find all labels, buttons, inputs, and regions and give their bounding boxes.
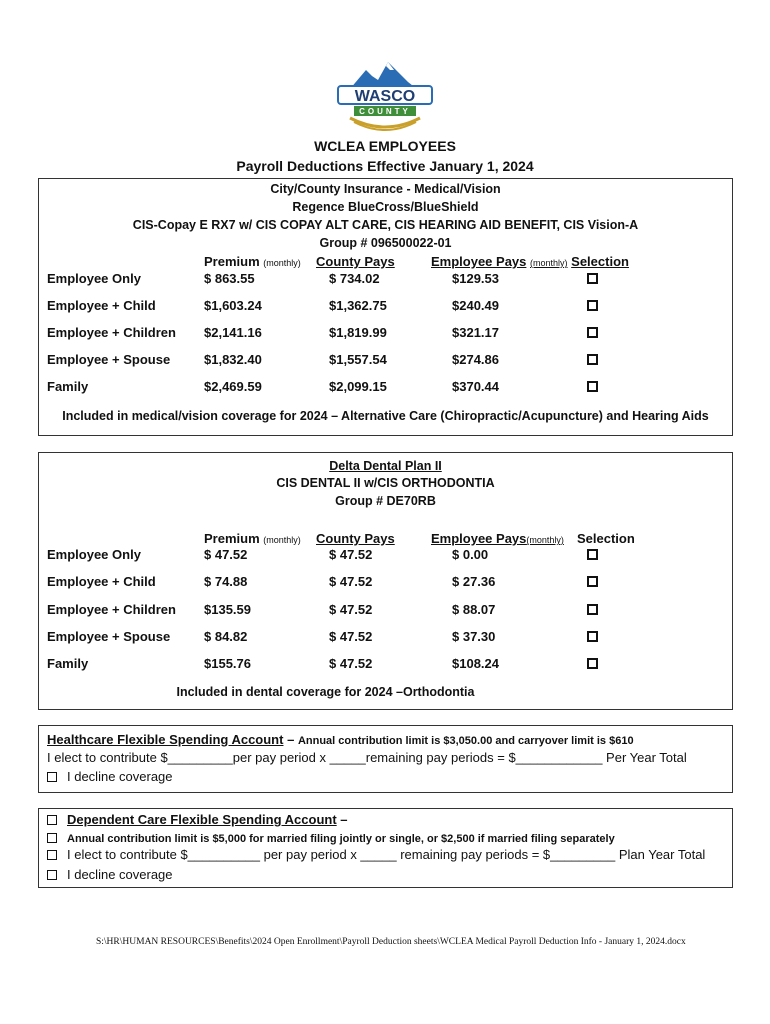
dcfsa-limit-line: Annual contribution limit is $5,000 for married filing jointly or single, or $2,500 if married filing separately xyxy=(47,830,615,845)
hfsa-decline-option[interactable]: I decline coverage xyxy=(47,769,173,784)
dental-tier-label: Employee + Child xyxy=(47,574,156,589)
dental-employee-value: $ 27.36 xyxy=(452,574,496,589)
file-path-footer: S:\HR\HUMAN RESOURCES\Benefits\2024 Open Enrollment\Payroll Deduction sheets\WCLEA Medical Payroll Deduction Info - January 1, 2024.docx xyxy=(96,937,686,947)
dental-premium-value: $135.59 xyxy=(204,602,251,617)
dental-premium-value: $ 47.52 xyxy=(204,547,248,562)
dental-tier-label: Family xyxy=(47,656,89,671)
medical-employee-value: $370.44 xyxy=(452,379,499,394)
dental-selection-checkbox[interactable] xyxy=(587,631,598,642)
medical-selection-checkbox[interactable] xyxy=(587,381,598,392)
medical-county-header: County Pays xyxy=(316,254,395,269)
medical-tier-label: Employee Only xyxy=(47,271,141,286)
page-subtitle: Payroll Deductions Effective January 1, 2024 xyxy=(236,158,534,174)
dental-selection-checkbox[interactable] xyxy=(587,604,598,615)
medical-employee-value: $274.86 xyxy=(452,352,499,367)
hfsa-elect-line[interactable]: I elect to contribute $_________per pay period x _____remaining pay periods = $____________ Per Year Total xyxy=(47,750,687,765)
dcfsa-decline-checkbox[interactable] xyxy=(47,870,57,880)
medical-employee-value: $240.49 xyxy=(452,298,499,313)
medical-selection-checkbox[interactable] xyxy=(587,273,598,284)
medical-county-value: $1,557.54 xyxy=(329,352,387,367)
hfsa-heading: Healthcare Flexible Spending Account – Annual contribution limit is $3,050.00 and carryover limit is $610 xyxy=(47,732,634,747)
medical-plan-line2: Regence BlueCross/BlueShield xyxy=(292,200,479,214)
dependent-care-fsa-section xyxy=(38,808,733,888)
dental-selection-checkbox[interactable] xyxy=(587,658,598,669)
medical-plan-line3: CIS-Copay E RX7 w/ CIS COPAY ALT CARE, CIS HEARING AID BENEFIT, CIS Vision-A xyxy=(132,218,639,232)
dcfsa-elect-line[interactable]: I elect to contribute $__________ per pay period x _____ remaining pay periods = $_________ Plan Year Total xyxy=(47,847,705,862)
logo-county-text: COUNTY xyxy=(359,107,411,116)
dcfsa-decline-option[interactable]: I decline coverage xyxy=(47,867,173,882)
dental-premium-value: $ 74.88 xyxy=(204,574,248,589)
dental-group-number: Group # DE70RB xyxy=(335,494,436,508)
medical-premium-value: $ 863.55 xyxy=(204,271,255,286)
hfsa-decline-checkbox[interactable] xyxy=(47,772,57,782)
medical-section xyxy=(38,178,733,436)
dental-plan-line2: CIS DENTAL II w/CIS ORTHODONTIA xyxy=(276,476,495,490)
dental-county-value: $ 47.52 xyxy=(329,602,373,617)
medical-selection-checkbox[interactable] xyxy=(587,354,598,365)
healthcare-fsa-section xyxy=(38,725,733,793)
dental-coverage-note: Included in dental coverage for 2024 –Orthodontia xyxy=(176,685,475,699)
dental-premium-value: $ 84.82 xyxy=(204,629,248,644)
medical-premium-header: Premium (monthly) xyxy=(204,254,301,269)
medical-premium-value: $2,469.59 xyxy=(204,379,262,394)
dental-employee-value: $ 88.07 xyxy=(452,602,496,617)
dcfsa-elect-checkbox[interactable] xyxy=(47,850,57,860)
dental-selection-checkbox[interactable] xyxy=(587,549,598,560)
medical-premium-value: $1,832.40 xyxy=(204,352,262,367)
dental-county-value: $ 47.52 xyxy=(329,574,373,589)
medical-employee-value: $129.53 xyxy=(452,271,499,286)
medical-selection-checkbox[interactable] xyxy=(587,327,598,338)
dental-tier-label: Employee Only xyxy=(47,547,141,562)
dental-employee-value: $ 37.30 xyxy=(452,629,496,644)
medical-tier-label: Employee + Child xyxy=(47,298,156,313)
medical-selection-checkbox[interactable] xyxy=(587,300,598,311)
medical-tier-label: Employee + Spouse xyxy=(47,352,171,367)
dental-county-value: $ 47.52 xyxy=(329,656,373,671)
dental-section xyxy=(38,452,733,710)
dental-county-value: $ 47.52 xyxy=(329,629,373,644)
dental-tier-label: Employee + Children xyxy=(47,602,176,617)
dental-selection-header: Selection xyxy=(577,531,635,546)
medical-coverage-note: Included in medical/vision coverage for 2024 – Alternative Care (Chiropractic/Acupuncture) and Hearing Aids xyxy=(62,409,709,423)
medical-tier-label: Employee + Children xyxy=(47,325,176,340)
page-title: WCLEA EMPLOYEES xyxy=(314,138,456,154)
dcfsa-limit-checkbox[interactable] xyxy=(47,833,57,843)
dental-employee-value: $ 0.00 xyxy=(452,547,489,562)
medical-group-number: Group # 096500022-01 xyxy=(319,236,452,250)
dental-plan-name: Delta Dental Plan II xyxy=(329,459,442,473)
medical-employee-value: $321.17 xyxy=(452,325,499,340)
dental-county-value: $ 47.52 xyxy=(329,547,373,562)
dental-county-header: County Pays xyxy=(316,531,395,546)
medical-county-value: $2,099.15 xyxy=(329,379,387,394)
medical-premium-value: $1,603.24 xyxy=(204,298,262,313)
dental-employee-value: $108.24 xyxy=(452,656,499,671)
dental-tier-label: Employee + Spouse xyxy=(47,629,171,644)
medical-premium-value: $2,141.16 xyxy=(204,325,262,340)
wasco-county-logo xyxy=(336,52,434,138)
dcfsa-heading-checkbox[interactable] xyxy=(47,815,57,825)
dental-premium-header: Premium (monthly) xyxy=(204,531,301,546)
logo-wasco-text: WASCO xyxy=(354,88,416,105)
medical-employee-header: Employee Pays (monthly) Selection xyxy=(431,254,629,269)
dental-selection-checkbox[interactable] xyxy=(587,576,598,587)
medical-county-value: $ 734.02 xyxy=(329,271,380,286)
medical-county-value: $1,362.75 xyxy=(329,298,387,313)
dental-premium-value: $155.76 xyxy=(204,656,251,671)
dcfsa-heading: Dependent Care Flexible Spending Account – xyxy=(47,812,348,827)
medical-plan-line1: City/County Insurance - Medical/Vision xyxy=(270,182,501,196)
dental-employee-header: Employee Pays(monthly) xyxy=(431,531,564,546)
medical-county-value: $1,819.99 xyxy=(329,325,387,340)
medical-tier-label: Family xyxy=(47,379,89,394)
